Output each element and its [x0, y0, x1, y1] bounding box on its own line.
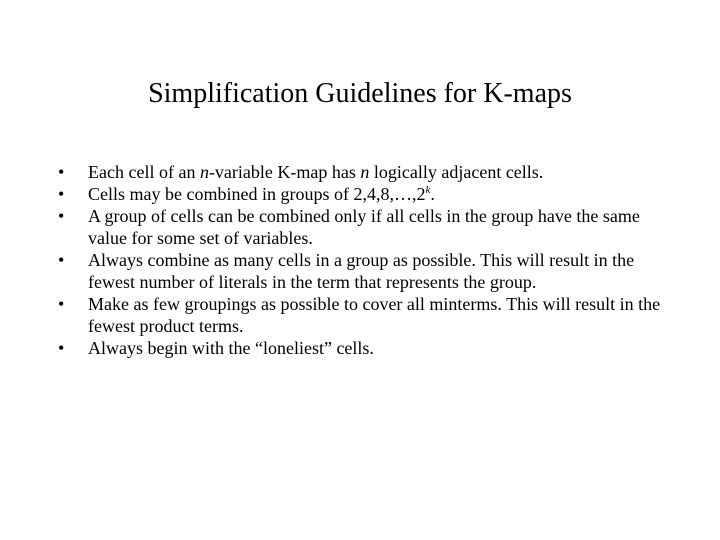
bullet-item [58, 249, 668, 293]
text-segment: Always begin with the “loneliest” cells. [88, 338, 374, 358]
slide-title: Simplification Guidelines for K-maps [148, 78, 572, 109]
bullet-mark: • [58, 206, 65, 226]
text-segment: Each cell of an [88, 162, 200, 182]
bullet-text [88, 250, 634, 292]
bullet-mark: • [58, 338, 65, 358]
text-segment: . [430, 184, 435, 204]
superscript-text: k [425, 184, 431, 196]
bullet-mark: • [58, 162, 65, 182]
bullet-item [58, 183, 668, 205]
bullet-mark: • [58, 294, 65, 314]
bullet-mark: • [58, 184, 65, 204]
text-segment: logically adjacent cells. [369, 162, 544, 182]
text-segment: Always combine as many cells in a group as possible. This will result in the fewest number of literals in the term that represents the group. [88, 250, 635, 292]
bullet-item [58, 161, 668, 183]
bullet-text [88, 162, 543, 182]
text-segment: A group of cells can be combined only if all cells in the group have the same value for some set of variables. [88, 206, 640, 248]
bullet-list [58, 161, 668, 359]
bullet-item [58, 337, 668, 359]
bullet-item [58, 205, 668, 249]
bullet-text [88, 294, 660, 336]
bullet-text [88, 206, 640, 248]
text-segment: Cells may be combined in groups of 2,4,8,…,2 [88, 184, 426, 204]
text-segment: -variable K-map has [208, 162, 361, 182]
bullet-text [88, 184, 435, 204]
italic-text: n [360, 162, 370, 182]
bullet-mark: • [58, 250, 65, 270]
bullet-item [58, 293, 668, 337]
text-segment: Make as few groupings as possible to cover all minterms. This will result in the fewest product terms. [88, 294, 661, 336]
bullet-text [88, 338, 374, 358]
italic-text: n [199, 162, 209, 182]
